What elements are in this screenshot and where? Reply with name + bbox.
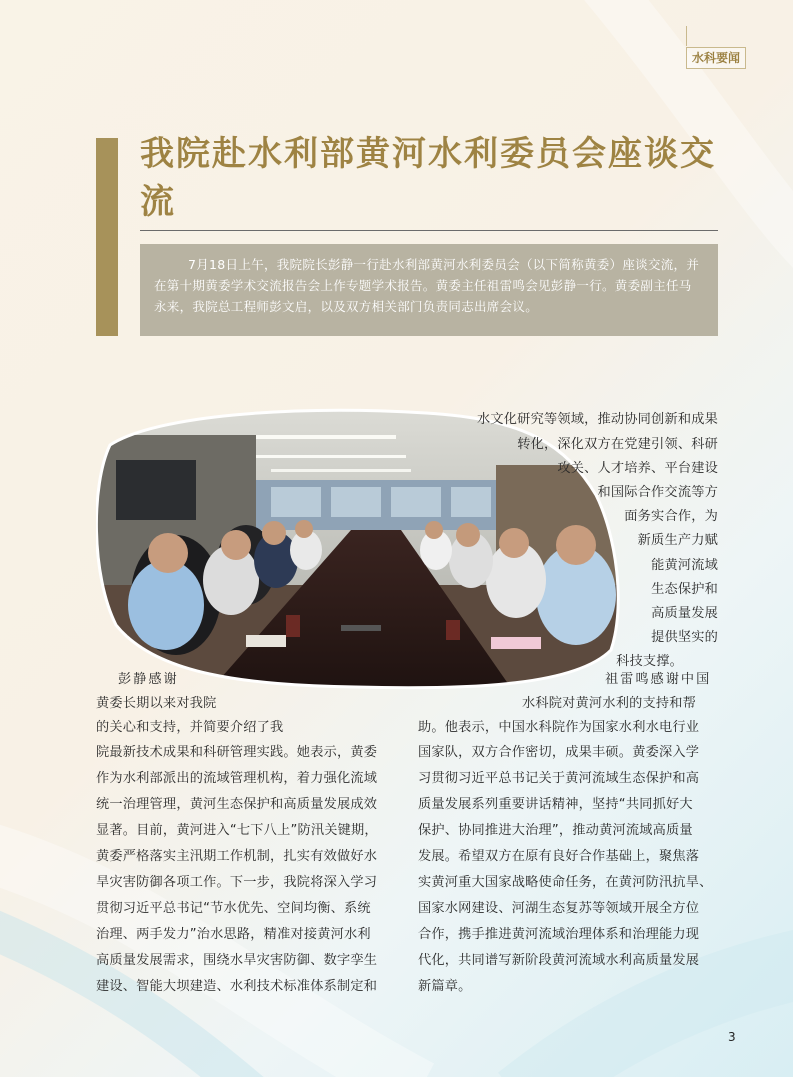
text-line: 高质量发展需求，围绕水旱灾害防御、数字孪生 [96,953,378,968]
section-tag-connector [686,26,687,46]
text-line: 和国际合作交流等方 [597,485,718,500]
page-number: 3 [728,1030,736,1044]
section-tag: 水科要闻 [686,47,746,69]
text-line: 水科院对黄河水利的支持和帮 [522,696,697,711]
text-line: 黄委严格落实主汛期工作机制，扎实有效做好水 [96,849,378,864]
text-line: 实黄河重大国家战略使命任务，在黄河防汛抗旱、 [418,875,713,890]
text-line: 攻关、人才培养、平台建设 [557,461,718,476]
text-line: 助。他表示，中国水科院作为国家水利水电行业 [418,720,700,735]
text-line: 彭静感谢 [118,672,179,687]
text-line: 黄委长期以来对我院 [96,696,217,711]
text-line: 作为水利部派出的流域管理机构，着力强化流域 [96,771,378,786]
lead-paragraph: 7月18日上午，我院院长彭静一行赴水利部黄河水利委员会（以下简称黄委）座谈交流，并在第十期黄委学术交流报告会上作专题学术报告。黄委主任祖雷鸣会见彭静一行。黄委副主任马永来，我院总工程师彭文启，以及双方相关部门负责同志出席会议。 [140,244,718,336]
text-line: 生态保护和 [651,582,718,597]
text-line: 国家水网建设、河湖生态复苏等领域开展全方位 [418,901,700,916]
text-line: 转化，深化双方在党建引领、科研 [517,437,718,452]
text-line: 统一治理管理，黄河生态保护和高质量发展成效 [96,797,378,812]
text-line: 国家队，双方合作密切，成果丰硕。黄委深入学 [418,745,700,760]
text-line: 习贯彻习近平总书记关于黄河流域生态保护和高 [418,771,700,786]
title-divider [140,230,718,231]
text-line: 代化，共同谱写新阶段黄河流域水利高质量发展 [418,953,700,968]
text-line: 发展。希望双方在原有良好合作基础上，聚焦落 [418,849,700,864]
text-line: 提供坚实的 [651,630,718,645]
text-line: 建设、智能大坝建造、水利技术标准体系制定和 [96,979,378,994]
text-line: 新篇章。 [418,979,472,994]
text-line: 科技支撑。 [616,654,683,669]
text-line: 水文化研究等领域，推动协同创新和成果 [477,412,718,427]
text-line: 能黄河流域 [651,558,718,573]
text-line: 高质量发展 [651,606,718,621]
text-line: 祖雷鸣感谢中国 [605,672,712,687]
text-line: 治理、两手发力”治水思路，精准对接黄河水利 [96,927,371,942]
text-line: 旱灾害防御各项工作。下一步，我院将深入学习 [96,875,378,890]
text-line: 贯彻习近平总书记“节水优先、空间均衡、系统 [96,901,371,916]
text-line: 合作，携手推进黄河流域治理体系和治理能力现 [418,927,700,942]
text-line: 保护、协同推进大治理”，推动黄河流域高质量 [418,823,693,838]
text-line: 院最新技术成果和科研管理实践。她表示，黄委 [96,745,378,760]
text-line: 的关心和支持，并简要介绍了我 [96,720,284,735]
text-line: 质量发展系列重要讲话精神，坚持“共同抓好大 [418,797,693,812]
text-line: 新质生产力赋 [637,533,718,548]
article-title: 我院赴水利部黄河水利委员会座谈交流 [140,134,716,222]
text-line: 面务实合作，为 [624,509,718,524]
text-line: 显著。目前，黄河进入“七下八上”防汛关键期， [96,823,378,838]
title-accent-bar [96,138,118,336]
